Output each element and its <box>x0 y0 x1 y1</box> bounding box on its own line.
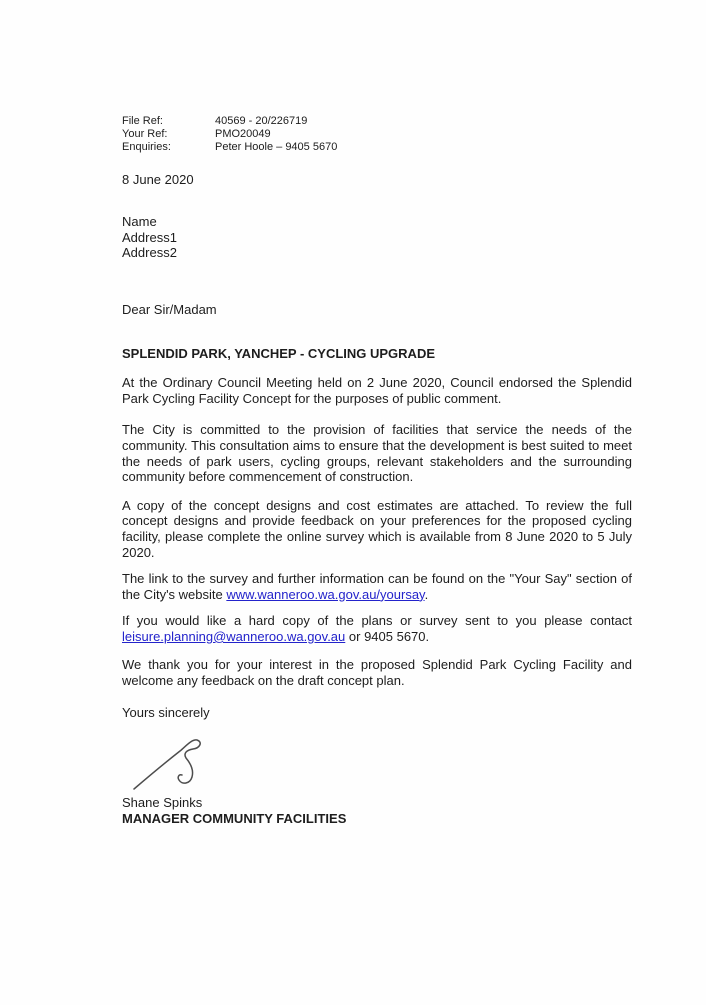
subject-line: SPLENDID PARK, YANCHEP - CYCLING UPGRADE <box>122 345 436 361</box>
yoursay-website-link[interactable]: www.wanneroo.wa.gov.au/yoursay <box>226 586 425 602</box>
valediction: Yours sincerely <box>122 704 210 720</box>
survey-link-text-after: . <box>424 586 429 602</box>
signatory-name: Shane Spinks <box>122 795 203 811</box>
letter-content <box>122 115 632 826</box>
recipient-address1: Address1 <box>122 229 177 245</box>
enquiries-row <box>122 141 632 154</box>
paragraph-council-endorsement: At the Ordinary Council Meeting held on 2 June 2020, Council endorsed the Splendid Park Cycling Facility Concept for the purposes of public comment. <box>122 375 632 406</box>
file-ref-row <box>122 115 632 128</box>
paragraph-survey-link <box>122 571 632 602</box>
your-ref-row <box>122 128 632 141</box>
signature-icon <box>130 733 245 795</box>
paragraph-concept-designs: A copy of the concept designs and cost estimates are attached. To review the full concept designs and provide feedback on your preferences for the proposed cycling facility, please complete the online survey which is available from 8 June 2020 to 5 July 2020. <box>122 497 632 560</box>
enquiries-value: Peter Hoole – 9405 5670 <box>215 141 338 154</box>
signatory-title: MANAGER COMMUNITY FACILITIES <box>122 810 347 826</box>
letter-date: 8 June 2020 <box>122 171 194 187</box>
salutation: Dear Sir/Madam <box>122 301 217 317</box>
enquiries-label: Enquiries: <box>122 141 171 154</box>
leisure-planning-email-link[interactable]: leisure.planning@wanneroo.wa.gov.au <box>122 628 346 644</box>
file-ref-label: File Ref: <box>122 115 163 127</box>
paragraph-hard-copy <box>122 613 632 644</box>
file-ref-value: 40569 - 20/226719 <box>215 115 308 127</box>
your-ref-label: Your Ref: <box>122 128 168 141</box>
recipient-address2: Address2 <box>122 245 177 261</box>
paragraph-city-commitment: The City is committed to the provision of facilities that service the needs of the community. This consultation aims to ensure that the development is best suited to meet the needs of park users, cycling groups, relevant stakeholders and the surrounding community before commencement of construction. <box>122 422 632 485</box>
survey-link-text-before: The link to the survey and further information can be found on the "Your Say" section of the City's website <box>122 571 632 602</box>
recipient-block <box>122 214 632 261</box>
your-ref-value: PMO20049 <box>215 128 271 141</box>
paragraph-thanks: We thank you for your interest in the proposed Splendid Park Cycling Facility and welcome any feedback on the draft concept plan. <box>122 657 632 689</box>
recipient-name: Name <box>122 214 157 230</box>
reference-block <box>122 115 632 155</box>
signature-block <box>130 733 632 795</box>
hard-copy-text-before: If you would like a hard copy of the plans or survey sent to you please contact <box>122 613 632 629</box>
hard-copy-text-after: or 9405 5670. <box>345 628 430 644</box>
